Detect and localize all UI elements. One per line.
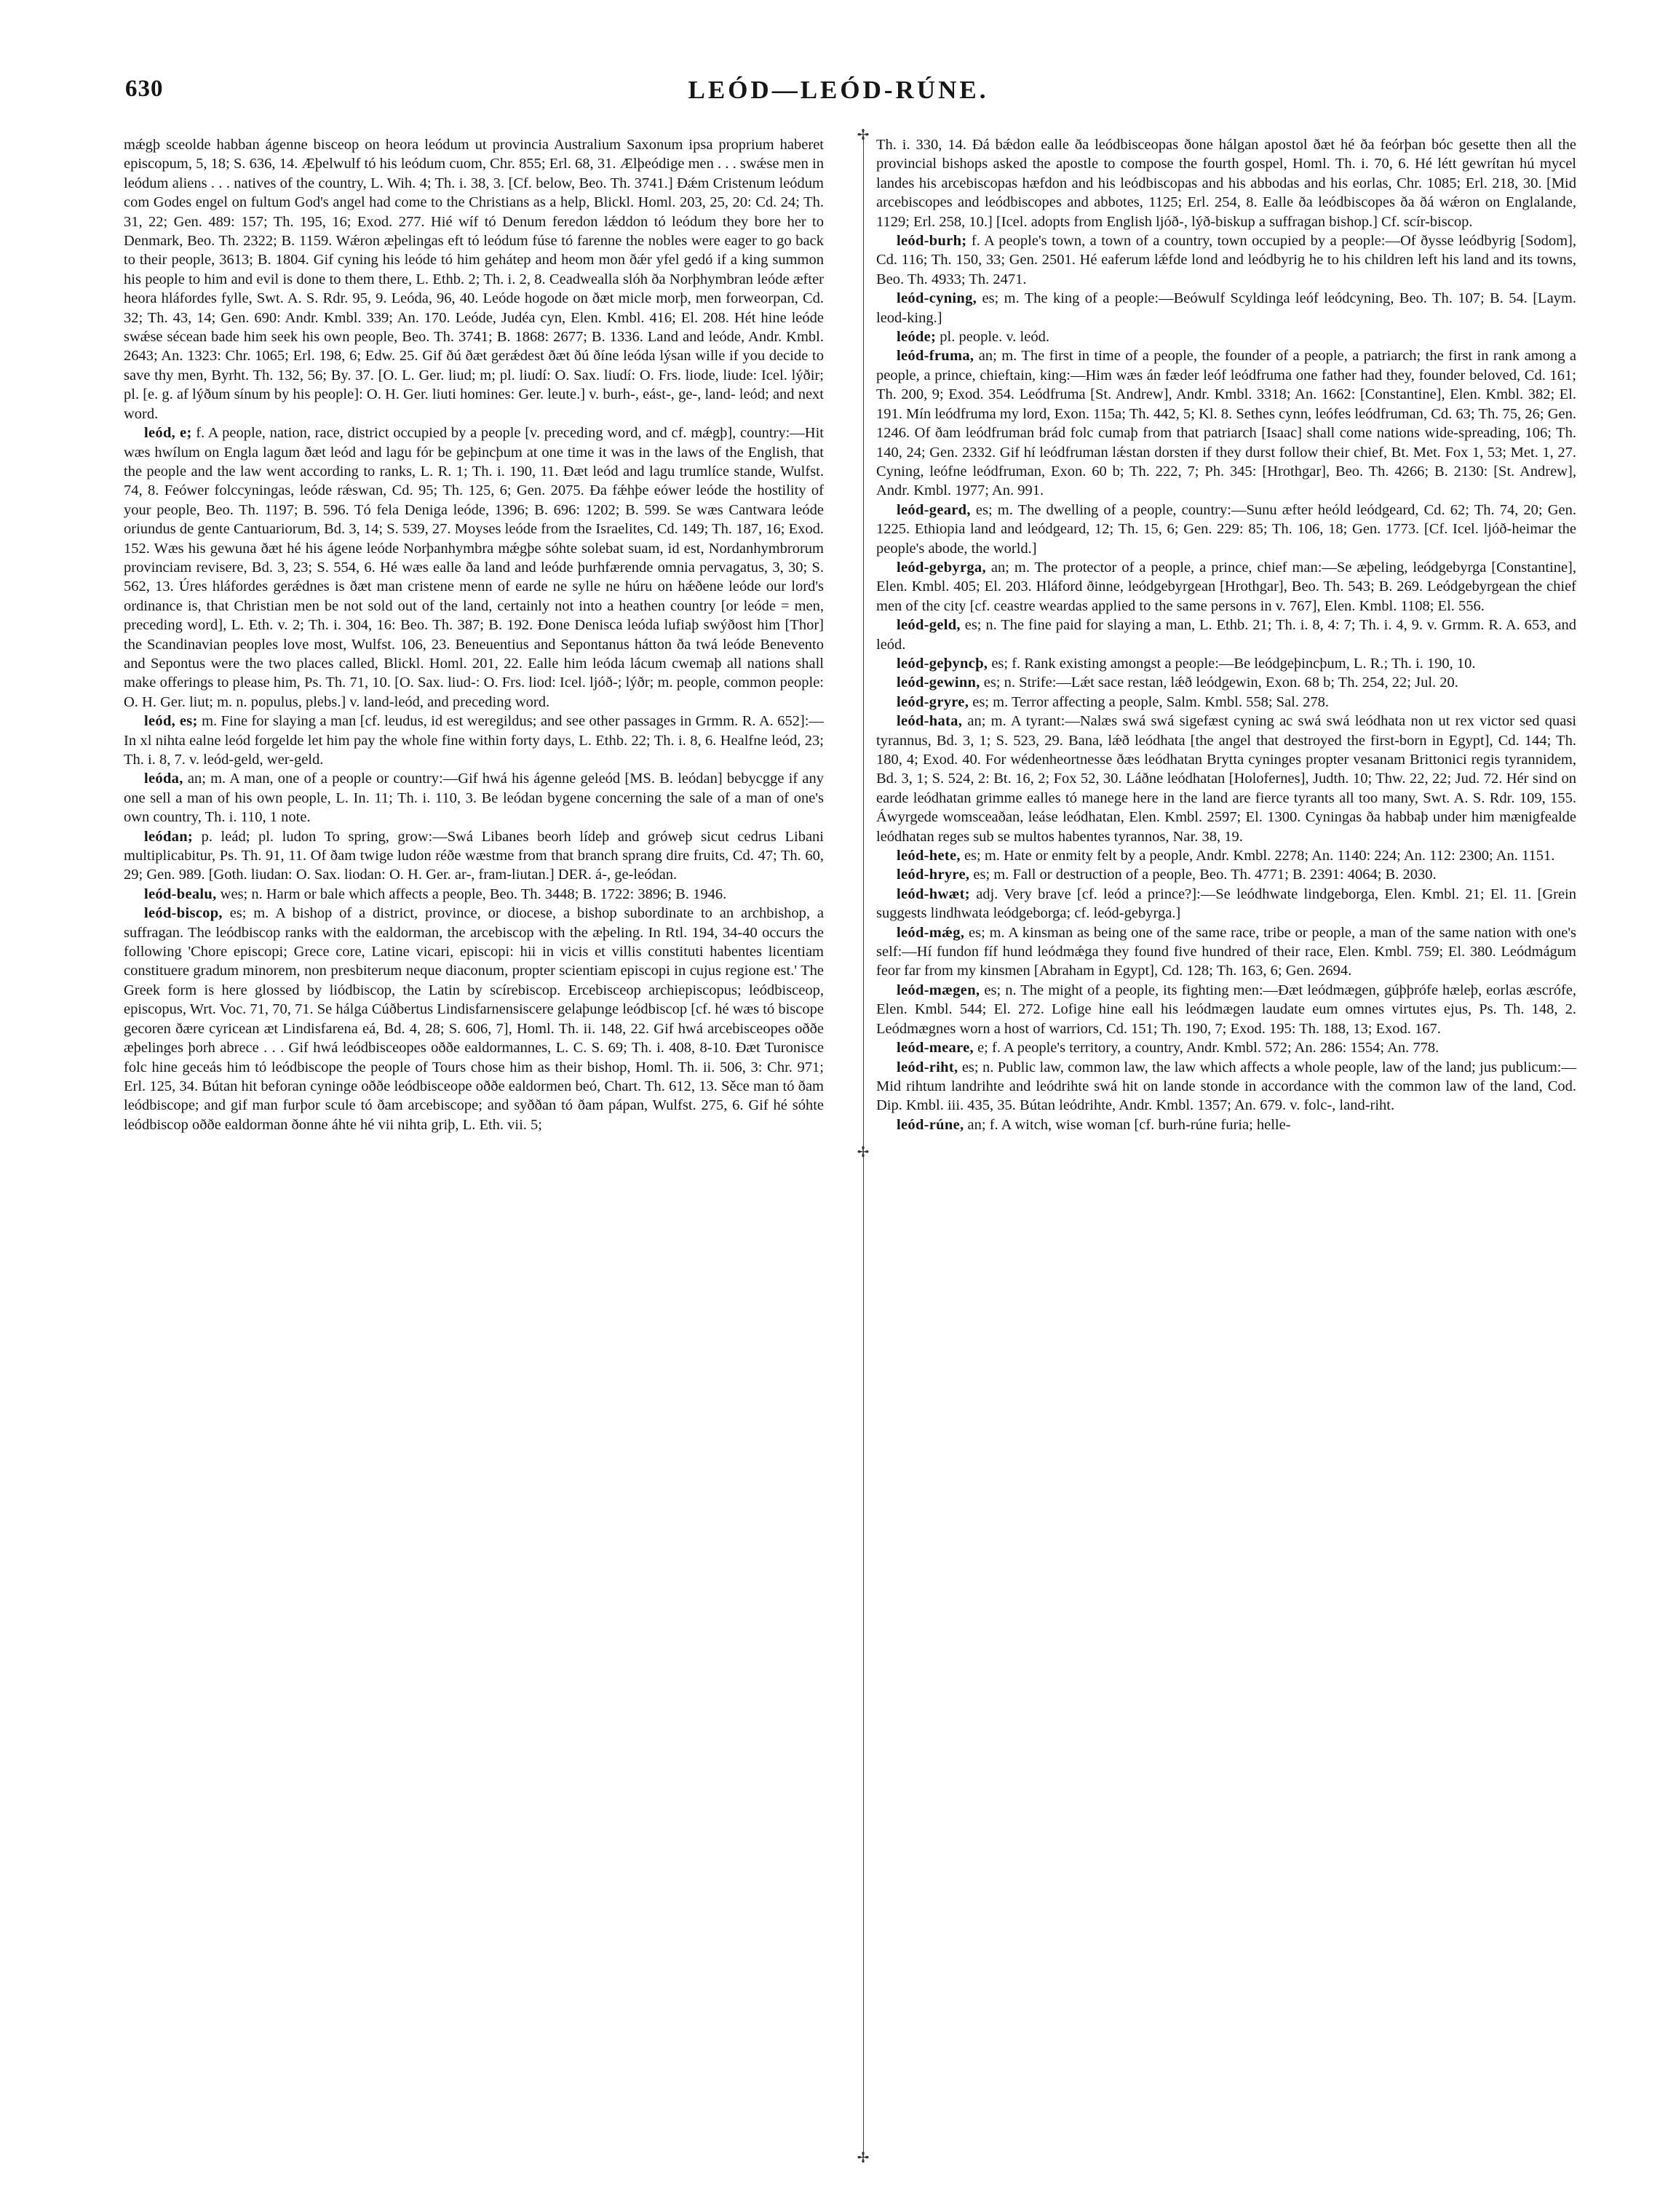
entry-body: es; m. The king of a people:—Beówulf Scyldinga leóf leódcyning, Beo. Th. 107; B. 54. [Laym. leod-king.] [876, 290, 1576, 326]
running-head: LEÓD—LEÓD-RÚNE. [688, 76, 989, 104]
entry-headword: leódan; [144, 828, 194, 845]
entry-headword: leód, e; [144, 425, 192, 442]
entry-headword: leód-gryre, [897, 693, 969, 710]
column-divider-ornament-middle: ✢ [857, 1145, 870, 1161]
entry-body: adj. Very brave [cf. leód a prince?]:—Se leódhwate lindgeborga, Elen. Kmbl. 21; El. 11. [Grein suggests lindhwata leódgeborga; cf. leód-gebyrga.] [876, 886, 1576, 922]
dictionary-entry [876, 673, 1576, 692]
entry-headword: leód-bealu, [144, 886, 217, 902]
dictionary-entry [876, 1038, 1576, 1057]
entry-headword: leóde; [897, 329, 937, 346]
entry-headword: leód-geard, [897, 501, 971, 518]
dictionary-entry [876, 712, 1576, 846]
entry-body: m. Fine for slaying a man [cf. leudus, id est weregildus; and see other passages in Grmm. R. A. 652]:—In xl nihta ealne leód forgelde let him pay the whole fine within forty days, L. Ethb. 22; Th. i. 8, 6. Healfne leód, 23; Th. i. 8, 7. v. leód-geld, wer-geld. [124, 713, 824, 768]
entry-body: e; f. A people's territory, a country, Andr. Kmbl. 572; An. 286: 1554; An. 778. [977, 1040, 1439, 1057]
dictionary-entry [876, 289, 1576, 327]
entry-headword: leód-fruma, [897, 348, 974, 365]
entry-headword: leód-cyning, [897, 290, 977, 307]
entry-headword: leód-gebyrga, [897, 559, 986, 576]
entry-headword: leód-mǽg, [897, 924, 965, 941]
entry-headword: leód-mægen, [897, 982, 980, 998]
entry-body: p. leád; pl. ludon To spring, grow:—Swá Libanes beorh lídeþ and gróweþ sicut cedrus Libani multiplicabitur, Ps. Th. 91, 11. Of ðam twige ludon réðe wæstme from that branch sprang dire fruits, Cd. 47; Th. 60, 29; Gen. 989. [Goth. liudan: O. Sax. liodan: O. H. Ger. ar-, fram-liutan.] DER. á-, ge-leódan. [124, 828, 824, 883]
entry-headword: leóda, [144, 771, 183, 787]
entry-body: an; m. The first in time of a people, the founder of a people, a patriarch; the first in rank among a people, a prince, chieftain, king:—Him wæs án fæder leóf leódfruma one father had they, founder beloved, Cd. 161; Th. 200, 9; Exod. 354. Leódfruma [St. Andrew], Andr. Kmbl. 3318; An. 1662: [Constantine], Elen. Kmbl. 382; El. 191. Mín leódfruma my lord, Exon. 115a; Th. 442, 5; Kl. 8. Sethes cynn, leófes leódfruman, Cd. 63; Th. 75, 26; Gen. 1246. Of ðam leódfruman brád folc cumaþ from that patriarch [Isaac] shall come nations wide-spreading, 106; Th. 140, 24; Gen. 2332. Gif hí leódfruman lǽstan dorsten if they durst follow their chief, Bt. Met. Fox 1, 53; Met. 1, 27. Cyning, leófne leódfruman, Exon. 60 b; Th. 222, 7; Ph. 345: [Hrothgar], Beo. Th. 4266; B. 2130: [St. Andrew], Andr. Kmbl. 1977; An. 991. [876, 348, 1576, 499]
entry-headword: leód-hata, [897, 713, 963, 730]
dictionary-entry [876, 923, 1576, 981]
left-column-entries [124, 423, 824, 1134]
entry-headword: leód-hwæt; [897, 886, 970, 902]
entry-body: es; m. A kinsman as being one of the same race, tribe or people, a man of the same nation with one's self:—Hí fundon fíf hund leódmǽga they found five hundred of their race, Elen. Kmbl. 759; El. 380. Leódmágum feor far from my kinsmen [Abraham in Egypt], Cd. 128; Th. 163, 6; Gen. 2694. [876, 924, 1576, 979]
entry-headword: leód, es; [144, 713, 198, 730]
right-column-entries [876, 231, 1576, 1115]
entry-headword: leód-hryre, [897, 867, 970, 883]
page-header [124, 76, 1553, 124]
right-column [876, 135, 1576, 2165]
entry-body: es; m. Terror affecting a people, Salm. Kmbl. 558; Sal. 278. [972, 693, 1329, 710]
left-column-continuation: mǽgþ sceolde habban ágenne bisceop on heora leódum ut provincia Australium Saxonum ipsa proprium haberet episcopum, 5, 18; S. 636, 14. Æþelwulf tó his leódum cuom, Chr. 855; Erl. 68, 31. Ælþeódige men . . . swǽse men in leódum aliens . . . natives of the country, L. Wih. 4; Th. i. 38, 3. [Cf. below, Beo. Th. 3741.] Ðǽm Cristenum leódum com Godes engel on fultum God's angel had come to the Christians as a help, Blickl. Homl. 203, 25, 20: Cd. 24; Th. 31, 22; Gen. 489: 157; Th. 195, 16; Exod. 277. Hié wíf tó Denum feredon lǽddon tó leódum they bore her to Denmark, Beo. Th. 2322; B. 1159. Wǽron æþelingas eft tó leódum fúse tó farenne the nobles were eager to go back to their people, 3613; B. 1804. Gif cyning his leóde tó him gehátep and heom mon ðǽr yfel gedó if a king summon his people to him and evil is done to them there, L. Ethb. 2; Th. i. 2, 8. Ceadwealla slóh ða Norþhymbran leóde æfter heora hláfordes fylle, Swt. A. S. Rdr. 95, 9. Leóda, 96, 40. Leóde hogode on ðæt micle morþ, men forweorpan, Cd. 32; Th. 43, 14; Gen. 690: Andr. Kmbl. 339; An. 170. Leóde, Judéa cyn, Elen. Kmbl. 416; El. 208. Hét hine leóde swǽse sécean bade him seek his own people, Beo. Th. 3741; B. 1868: 2677; B. 1336. Land and leóde, Andr. Kmbl. 2643; An. 1323: Chr. 1065; Erl. 198, 6; Edw. 25. Gif ðú ðæt gerǽdest ðæt ðú ðíne leóda lýsan wille if you decide to save thy men, Byrht. Th. 132, 56; By. 37. [O. L. Ger. liud; m; pl. liudí: O. Sax. liudí: O. Frs. liode, liude: Icel. lýðir; pl. [e. g. af lýðum sínum by his people]: O. H. Ger. liuti homines: Ger. leute.] v. burh-, eást-, ge-, land- leód; and next word. [124, 137, 824, 422]
entry-body: es; n. The fine paid for slaying a man, L. Ethb. 21; Th. i. 8, 4: 7; Th. i. 4, 9. v. Grmm. R. A. 653, and leód. [876, 617, 1576, 653]
dictionary-entry [876, 885, 1576, 923]
entry-body: es; m. Fall or destruction of a people, Beo. Th. 4771; B. 2391: 4064; B. 2030. [973, 867, 1437, 883]
entry-headword: leód-hete, [897, 848, 961, 864]
dictionary-entry [124, 712, 824, 769]
dictionary-entry [876, 981, 1576, 1038]
dictionary-entry [124, 827, 824, 885]
entry-body: f. A people's town, a town of a country, town occupied by a people:—Of ðysse leódbyrig [Sodom], Cd. 116; Th. 150, 33; Gen. 2501. Hé eaferum lǽfde lond and leódbyrig he to his children left his land and its towns, Beo. Th. 4933; Th. 2471. [876, 233, 1576, 287]
entry-body: es; n. Public law, common law, the law which affects a whole people, law of the land; jus publicum:—Mid rihtum landrihte and leódrihte swá hit on lande stonde in accordance with the common law of the land, Cod. Dip. Kmbl. iii. 435, 35. Bútan leódrihte, Andr. Kmbl. 1357; An. 679. v. folc-, land-riht. [876, 1059, 1576, 1114]
entry-headword: leód-geþyncþ, [897, 655, 988, 672]
entry-body: wes; n. Harm or bale which affects a people, Beo. Th. 3448; B. 1722: 3896; B. 1946. [220, 886, 727, 902]
entry-headword: leód-gewinn, [897, 675, 980, 691]
dictionary-entry [876, 654, 1576, 673]
dictionary-entry [876, 231, 1576, 289]
dictionary-entry [124, 769, 824, 827]
entry-body: es; n. Strife:—Lǽt sace restan, lǽð leódgewin, Exon. 68 b; Th. 254, 22; Jul. 20. [983, 675, 1458, 691]
entry-body: es; m. A bishop of a district, province, or diocese, a bishop subordinate to an archbishop, a suffragan. The leódbiscop ranks with the ealdorman, the arcebiscop with the æþeling. In Rtl. 194, 34-40 occurs the following 'Chore episcopi; Grece core, Latine vicari, episcopi: hii in vicis et villis constituti habentes licentiam constituere gradum minorem, non presbiterum neque diaconum, propter scientiam episcopi in cujus regione est.' The Greek form is here glossed by liódbiscop, the Latin by scírebiscop. Ercebisceop archiepiscopus; leódbisceop, episcopus, Wrt. Voc. 71, 70, 71. Se hálga Cúðbertus Lindisfarnensiscere gelaþunge leódbiscop [cf. hé wæs tó biscope gecoren ðære cyricean æt Lindisfarena eá, Bd. 4, 28; S. 606, 7], Homl. Th. ii. 148, 22. Gif hwá arcebisceopes oððe æþelinges þorh abrece . . . Gif hwá leódbisceopes oððe ealdormannes, L. C. S. 69; Th. i. 408, 8-10. Ðæt Turonisce folc hine geceás him tó leódbiscope the people of Tours chose him as their bishop, Homl. Th. ii. 506, 3: Chr. 971; Erl. 125, 34. Bútan hit beforan cyninge oððe leódbisceope oððe ealdormen beó, Chart. Th. 612, 13. Sěce man tó ðam leódbiscope; and gif man furþor scule tó ðam arcebiscope; and syððan tó ðam pápan, Wulfst. 275, 6. Gif hé sóhte leódbiscop oððe ealdorman ðonne áhte hé vii nihta griþ, L. Eth. vii. 5; [124, 905, 824, 1133]
entry-headword: leód-meare, [897, 1040, 974, 1057]
entry-body: an; m. The protector of a people, a prince, chief man:—Se æþeling, leódgebyrga [Constantine], Elen. Kmbl. 405; El. 203. Hláford ðinne, leódgebyrgean [Hrothgar], Beo. Th. 543; B. 269. Leódgebyrgean the chief men of the city [cf. ceastre weardas applied to the same persons in v. 767], Elen. Kmbl. 1108; El. 556. [876, 559, 1576, 614]
left-column [124, 135, 824, 2165]
entry-body: an; m. A man, one of a people or country:—Gif hwá his ágenne geleód [MS. B. leódan] bebycgge if any one sell a man of his own people, L. In. 11; Th. i. 110, 3. Be leódan bygene concerning the sale of a man of one's own country, Th. i. 110, 1 note. [124, 771, 824, 826]
column-divider-ornament-top: ✢ [857, 127, 870, 143]
entry-headword: leód-burh; [897, 233, 967, 250]
page-number: 630 [125, 76, 164, 102]
dictionary-entry [124, 904, 824, 1134]
dictionary-entry [124, 885, 824, 904]
dictionary-entry [876, 558, 1576, 616]
entry-headword: leód-geld, [897, 617, 961, 634]
entry-body: an; f. A witch, wise woman [cf. burh-rúne furia; helle- [967, 1116, 1291, 1133]
dictionary-entry [876, 846, 1576, 865]
entry-body: an; m. A tyrant:—Nalæs swá swá sigefæst cyning ac swá swá leódhata non ut rex victor sed quasi tyrannus, Bd. 3, 1; S. 523, 29. Bana, lǽð leódhata [the angel that destroyed the first-born in Egypt], Cd. 144; Th. 180, 4; Exod. 40. For wédenheortnesse ðæs leódhatan Brytta cyninges propter vesanam Brittonici regis tyrannidem, Bd. 3, 1; S. 524, 2: Bt. 16, 2; Fox 52, 30. Láðne leódhatan [Holofernes], Judth. 10; Thw. 22, 22; Jud. 72. Hér sind on earde leódhatan grimme ealles tó manege here in the land are fierce tyrants all too many, Swt. A. S. Rdr. 109, 155. Áwyrgede womsceaðan, leáse leódhatan, Elen. Kmbl. 2597; El. 1300. Cyningas ða habbaþ under him mænigfealde leódhatan reges sub se multos habentes tyrannos, Nar. 38, 19. [876, 713, 1576, 845]
dictionary-entry [876, 865, 1576, 884]
dictionary-entry [876, 693, 1576, 712]
column-divider-ornament-bottom: ✢ [857, 2150, 870, 2166]
dictionary-entry [124, 423, 824, 712]
dictionary-entry [876, 1058, 1576, 1115]
entry-headword: leód-riht, [897, 1059, 958, 1075]
entry-body: es; m. The dwelling of a people, country:—Sunu æfter heóld leódgeard, Cd. 62; Th. 74, 20; Gen. 1225. Ethiopia land and leódgeard, 12; Th. 15, 6; Gen. 229: 85; Th. 106, 18; Gen. 1773. [Cf. Icel. ljóð-heimar the people's abode, the world.] [876, 501, 1576, 557]
entry-body: f. A people, nation, race, district occupied by a people [v. preceding word, and cf. mǽgþ], country:—Hit wæs hwílum on Engla lagum ðæt leód and lagu fór be geþincþum at one time it was in the laws of the English, that the people and the law went according to ranks, L. R. 1; Th. i. 190, 11. Ðæt leód and lagu trumlíce stande, Wulfst. 74, 8. Feówer folccyningas, leóde rǽswan, Cd. 95; Th. 125, 6; Gen. 2075. Ða fǽhþe eówer leóde the hostility of your people, Beo. Th. 1197; B. 596. Tó fela Deniga leóde, 1396; B. 696: 1202; B. 599. Se wæs Cantwara leóde oriundus de gente Cantuariorum, Bd. 3, 14; S. 539, 27. Moyses leóde from the Israelites, Cd. 149; Th. 187, 16; Exod. 152. Wæs his gewuna ðæt hé his ágene leóde Norþanhymbra mǽgþe sóhte solebat suam, id est, Nordanhymbrorum provinciam revisere, Bd. 3, 23; S. 554, 6. Hé wæs ealle ða land and leóde þurhfærende omnia pervagatus, 3, 30; S. 562, 13. Úres hláfordes gerǽdnes is ðæt man cristene menn of earde ne sylle ne húru on hǽðene leóde our lord's ordinance is, that Christian men be not sold out of the land, certainly not into a heathen country [or leóde = men, preceding word], L. Eth. v. 2; Th. i. 304, 16: Beo. Th. 387; B. 192. Ðone Denisca leóda lufiaþ swýðost him [Thor] the Scandinavian peoples love most, Wulfst. 106, 23. Beneuentius and Sepontanus hátton ða twá leóde Benevento and Sepontus were the two places called, Blickl. Homl. 201, 22. Ealle him leóda lácum cwemaþ all nations shall make offerings to please him, Ps. Th. 71, 10. [O. Sax. liud-: O. Frs. liod: Icel. ljóð-; lýðr; m. people, common people: O. H. Ger. liut; m. n. populus, plebs.] v. land-leód, and preceding word. [124, 425, 824, 710]
dictionary-entry-trailing [876, 1115, 1576, 1134]
entry-body: pl. people. v. leód. [940, 329, 1049, 346]
dictionary-entry [876, 327, 1576, 346]
dictionary-entry [876, 616, 1576, 654]
entry-body: es; n. The might of a people, its fighting men:—Ðæt leódmægen, gúþþrófe hæleþ, eorlas æscrófe, Elen. Kmbl. 544; El. 272. Lofige hine eall his leódmægen laudate eum omnes virtutes ejus, Ps. Th. 148, 2. Leódmægnes worn a host of warriors, Cd. 151; Th. 190, 7; Exod. 195: Th. 188, 13; Exod. 167. [876, 982, 1576, 1037]
entry-headword: leód-biscop, [144, 905, 223, 922]
right-column-continuation: Th. i. 330, 14. Ðá bǽdon ealle ða leódbisceopas ðone hálgan apostol ðæt hé ða feórþan bóc gesette then all the provincial bishops asked the apostle to compose the fourth gospel, Homl. Th. i. 70, 6. Hé létt gewrítan hú mycel landes his arcebiscopas hæfdon and his leódbiscopas and his abbodas and his eorlas, Chr. 1085; Erl. 218, 30. [Mid arcebiscopes and leódbiscopes and abbotes, 1125; Erl. 254, 8. Ealle ða leódbiscopes ða ðá wǽron on Englalande, 1129; Erl. 258, 10.] [Icel. adopts from English ljóð-, lýð-biskup a suffragan bishop.] Cf. scír-biscop. [876, 137, 1576, 230]
entry-body: es; m. Hate or enmity felt by a people, Andr. Kmbl. 2278; An. 1140: 224; An. 112: 2300; An. 1151. [964, 848, 1555, 864]
dictionary-entry [876, 501, 1576, 558]
entry-body: es; f. Rank existing amongst a people:—Be leódgeþincþum, L. R.; Th. i. 190, 10. [991, 655, 1476, 672]
dictionary-entry [876, 346, 1576, 500]
entry-headword: leód-rúne, [897, 1116, 964, 1133]
